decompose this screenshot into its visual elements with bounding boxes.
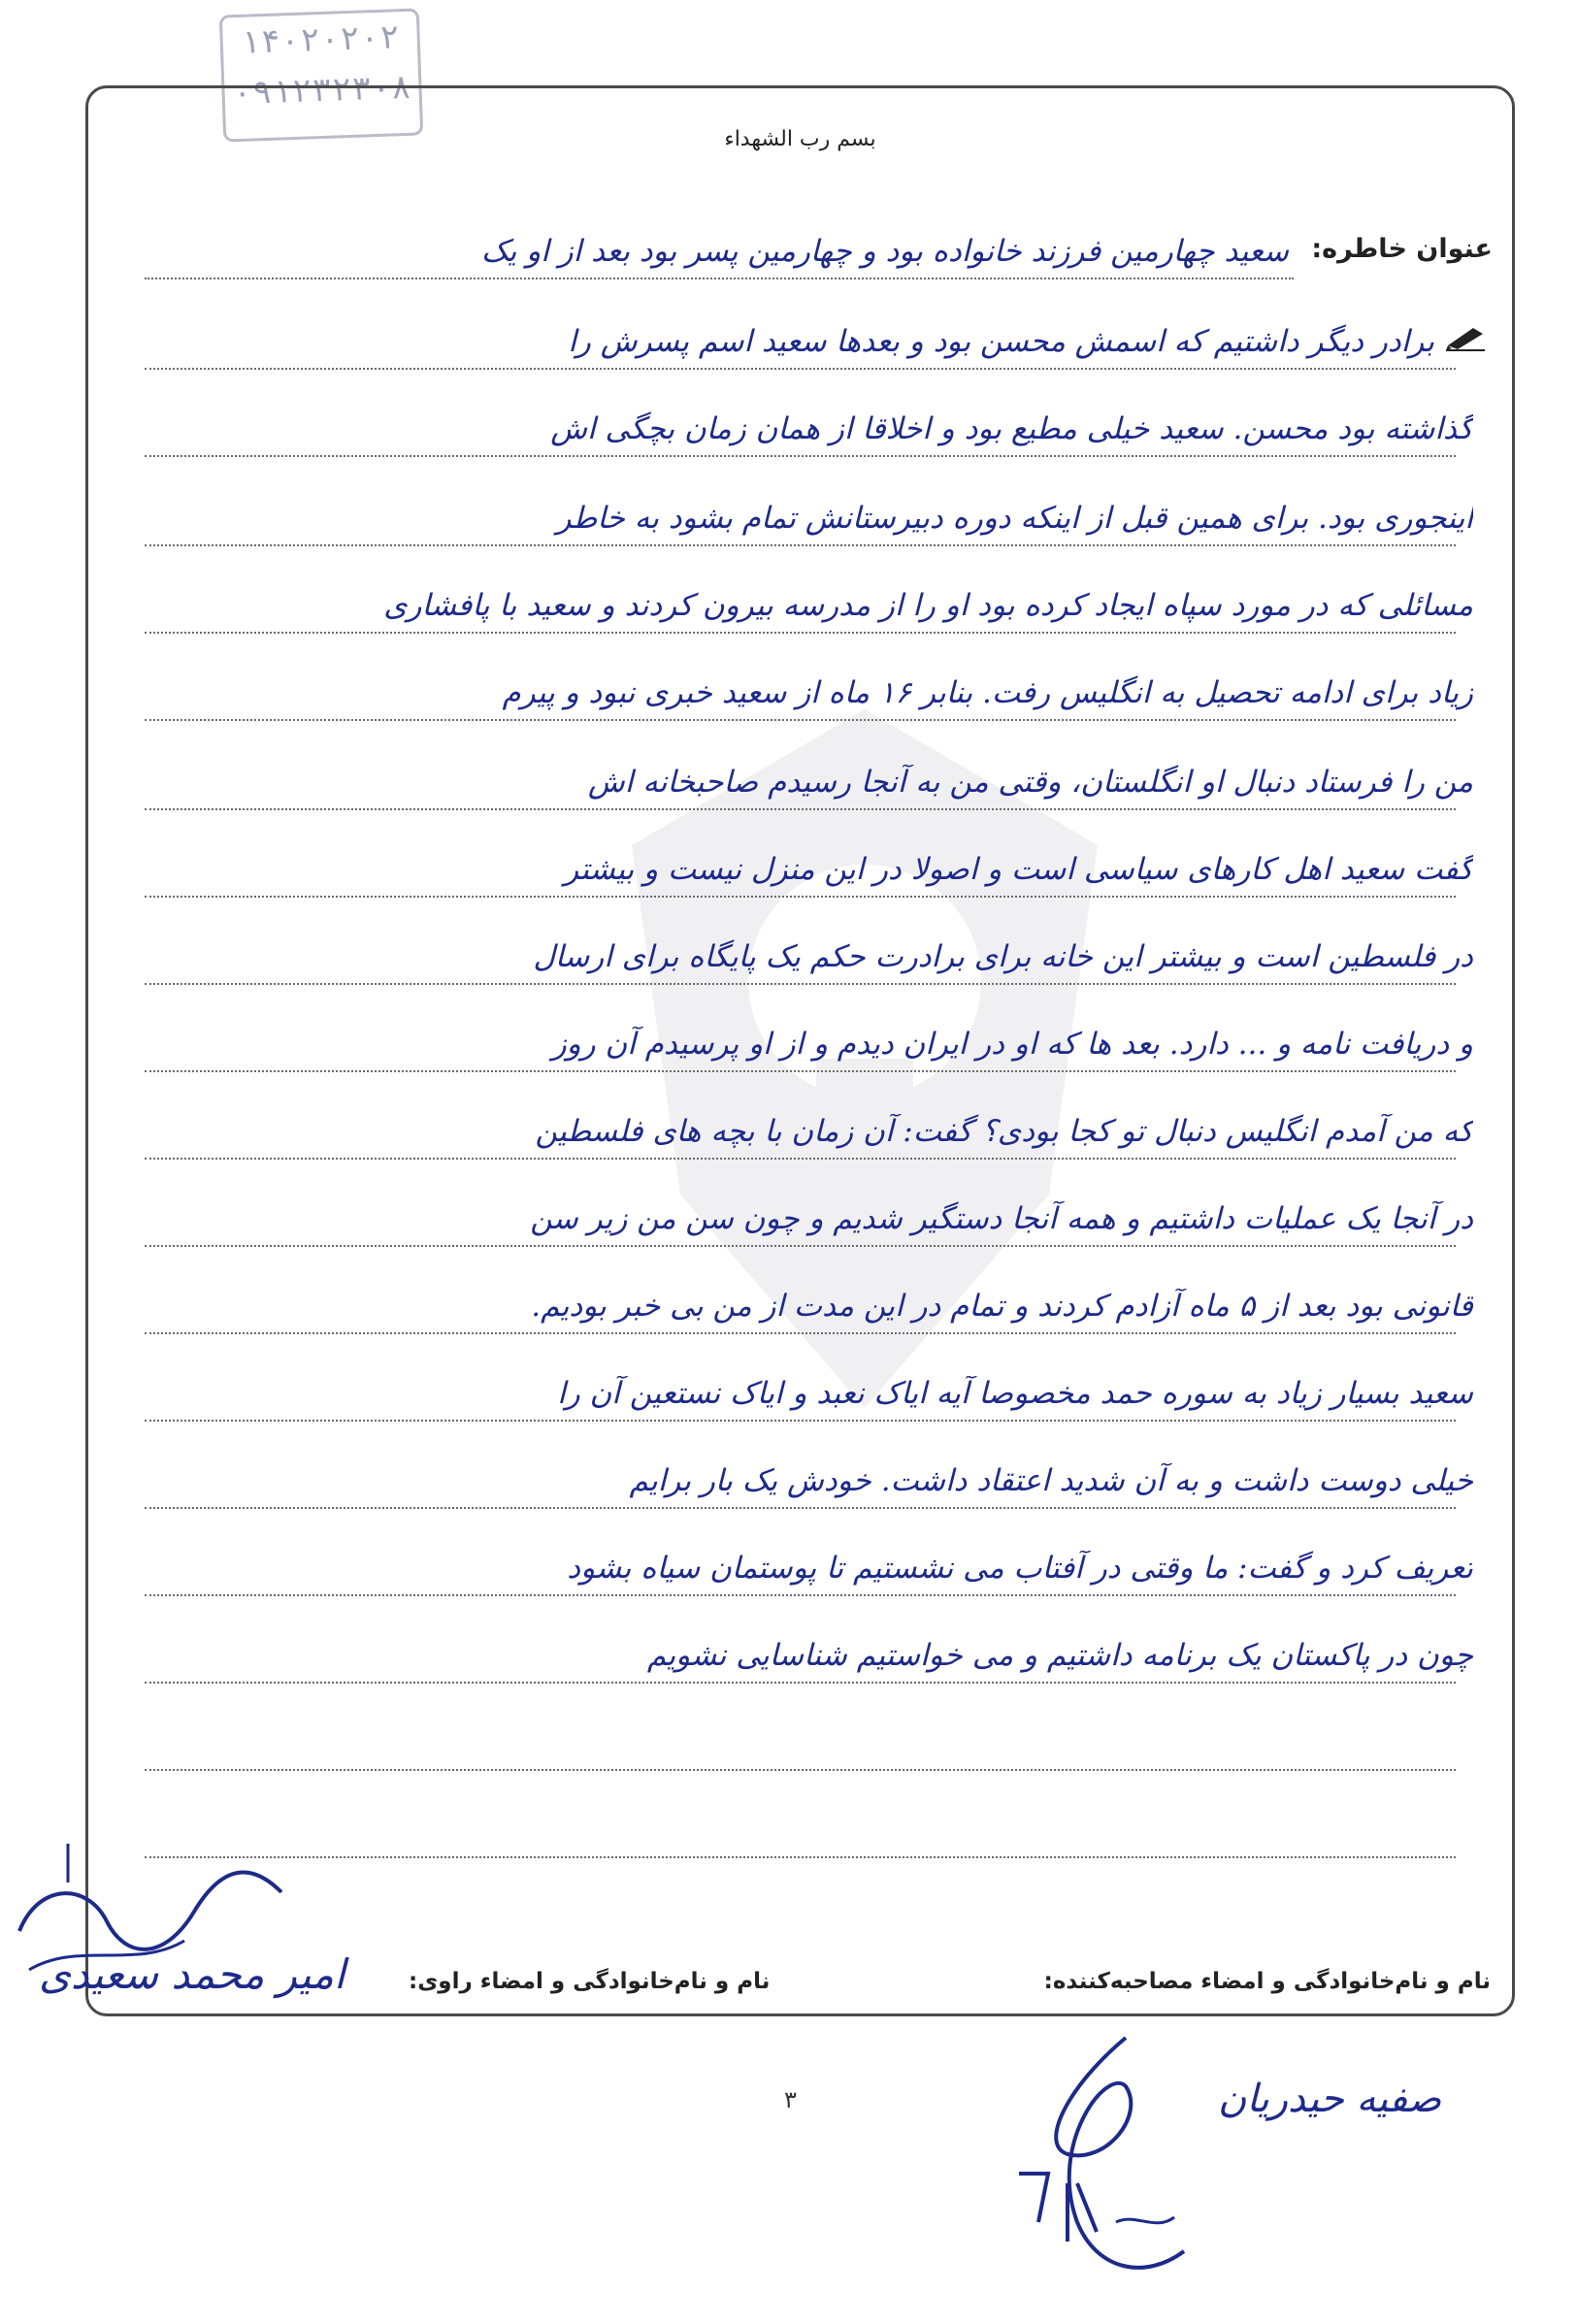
ruled-line	[145, 1245, 1456, 1247]
page-header-title: بسم رب الشهداء	[724, 127, 876, 151]
ruled-line	[145, 368, 1456, 370]
stamp-line-1: ۱۴۰۲۰۲۰۲	[240, 17, 401, 62]
handwritten-line: تعریف کرد و گفت: ما وقتی در آفتاب می نشستیم تا پوستمان سیاه بشود	[567, 1551, 1473, 1586]
ruled-line	[145, 1158, 1456, 1160]
memoir-form	[85, 85, 1515, 2016]
ruled-line	[145, 1682, 1456, 1684]
handwritten-line: من را فرستاد دنبال او انگلستان، وقتی من به آنجا رسیدم صاحبخانه اش	[587, 765, 1473, 800]
ruled-line	[145, 808, 1456, 810]
handwritten-line: چون در پاکستان یک برنامه داشتیم و می خواستیم شناسایی نشویم	[646, 1638, 1473, 1673]
narrator-signature-label: نام و نام‌خانوادگی و امضاء راوی:	[409, 1969, 771, 1994]
handwritten-line: در فلسطین است و بیشتر این خانه برای برادرت حکم یک پایگاه برای ارسال	[533, 939, 1473, 974]
handwritten-line: و دریافت نامه و ... دارد. بعد ها که او در ایران دیدم و از او پرسیدم آن روز	[551, 1027, 1473, 1062]
interviewer-name-handwritten: صفیه حیدریان	[1218, 2077, 1442, 2121]
stamp-line-2: ۰۹۱۲۳۲۳۰۸	[231, 67, 412, 114]
handwritten-line: گذاشته بود محسن. سعید خیلی مطیع بود و اخلاقا از همان زمان بچگی اش	[550, 411, 1473, 446]
ruled-line	[145, 896, 1456, 898]
handwritten-line: زیاد برای ادامه تحصیل به انگلیس رفت. بنابر ۱۶ ماه از سعید خبری نبود و پیرم	[502, 675, 1473, 710]
interviewer-signature-icon	[1009, 2028, 1203, 2290]
handwritten-line: خیلی دوست داشت و به آن شدید اعتقاد داشت. خودش یک بار برایم	[629, 1463, 1473, 1498]
handwritten-line: سعید چهارمین فرزند خانواده بود و چهارمین پسر بود بعد از او یک	[480, 234, 1289, 269]
handwritten-line: برادر دیگر داشتیم که اسمش محسن بود و بعدها سعید اسم پسرش را	[568, 324, 1434, 359]
narrator-signature-icon	[0, 1824, 291, 1980]
handwritten-line: سعید بسیار زیاد به سوره حمد مخصوصا آیه ایاک نعبد و ایاک نستعین آن را	[557, 1376, 1473, 1411]
narrator-name-handwritten: امیر محمد سعیدی	[39, 1950, 345, 1998]
page-number: ۳	[784, 2086, 797, 2113]
handwritten-line: گفت سعید اهل کارهای سیاسی است و اصولا در این منزل نیست و بیشتر	[564, 852, 1473, 887]
ruled-line	[145, 1070, 1456, 1072]
ruled-line	[145, 719, 1456, 721]
handwritten-line: اینجوری بود. برای همین قبل از اینکه دوره دبیرستانش تمام بشود به خاطر	[556, 501, 1473, 536]
pen-icon	[1444, 324, 1487, 351]
ruled-line	[145, 278, 1294, 279]
interviewer-signature-label: نام و نام‌خانوادگی و امضاء مصاحبه‌کننده:	[1043, 1969, 1491, 1994]
ruled-line	[145, 455, 1456, 457]
handwritten-line: قانونی بود بعد از ۵ ماه آزادم کردند و تمام در این مدت از من بی خبر بودیم.	[531, 1289, 1473, 1324]
ruled-line	[145, 544, 1456, 546]
handwritten-line: مسائلی که در مورد سپاه ایجاد کرده بود او را از مدرسه بیرون کردند و سعید با پافشاری	[383, 588, 1473, 623]
ruled-line	[145, 1594, 1456, 1596]
ruled-line	[145, 1507, 1456, 1509]
handwritten-line: در آنجا یک عملیات داشتیم و همه آنجا دستگیر شدیم و چون سن من زیر سن	[530, 1201, 1473, 1236]
ruled-line	[145, 1769, 1456, 1771]
ruled-line	[145, 1332, 1456, 1334]
ruled-line	[145, 983, 1456, 985]
ruled-line	[145, 1856, 1456, 1858]
memoir-title-label: عنوان خاطره:	[1311, 234, 1493, 264]
handwritten-line: که من آمدم انگلیس دنبال تو کجا بودی؟ گفت: آن زمان با بچه های فلسطین	[535, 1114, 1473, 1149]
ruled-line	[145, 632, 1456, 634]
ruled-line	[145, 1420, 1456, 1422]
